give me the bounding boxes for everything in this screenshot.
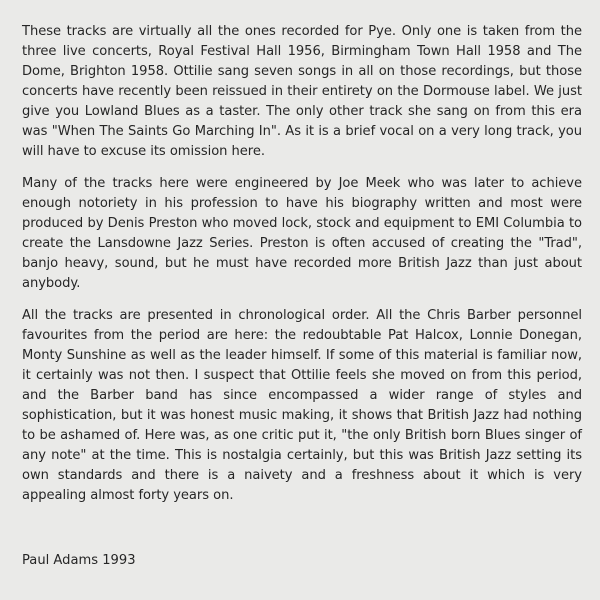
paragraph-chronological-order: All the tracks are presented in chronological order. All the Chris Barber personnel favourites from the period are here: the redoubtable Pat Halcox, Lonnie Donegan, Monty Sunshine as well as the leader himself. If some of this material is familiar now, it certainly was not then. I suspect that Ottilie feels she moved on from this period, and the Barber band has since encompassed a wider range of styles and sophistication, but it was honest music making, it shows that British Jazz had nothing to be ashamed of. Here was, as one critic put it, "the only British born Blues singer of any note" at the time. This is nostalgia certainly, but this was British Jazz setting its own standards and there is a naivety and a freshness about it which is very appealing almost forty years on. (22, 308, 582, 503)
author-signature: Paul Adams 1993 (22, 553, 136, 568)
paragraph-engineers-producers: Many of the tracks here were engineered by Joe Meek who was later to achieve enough notoriety in his profession to have his biography written and most were produced by Denis Preston who moved lock, stock and equipment to EMI Columbia to create the Lansdowne Jazz Series. Preston is often accused of creating the "Trad", banjo heavy, sound, but he must have recorded more British Jazz than just about anybody. (22, 176, 582, 291)
paragraph-pye-recordings: These tracks are virtually all the ones recorded for Pye. Only one is taken from the three live concerts, Royal Festival Hall 1956, Birmingham Town Hall 1958 and The Dome, Brighton 1958. Ottilie sang seven songs in all on those recordings, but those concerts have recently been reissued in their entirety on the Dormouse label. We just give you Lowland Blues as a taster. The only other track she sang on from this era was "When The Saints Go Marching In". As it is a brief vocal on a very long track, you will have to excuse its omission here. (22, 24, 582, 159)
liner-notes-body (22, 22, 582, 518)
